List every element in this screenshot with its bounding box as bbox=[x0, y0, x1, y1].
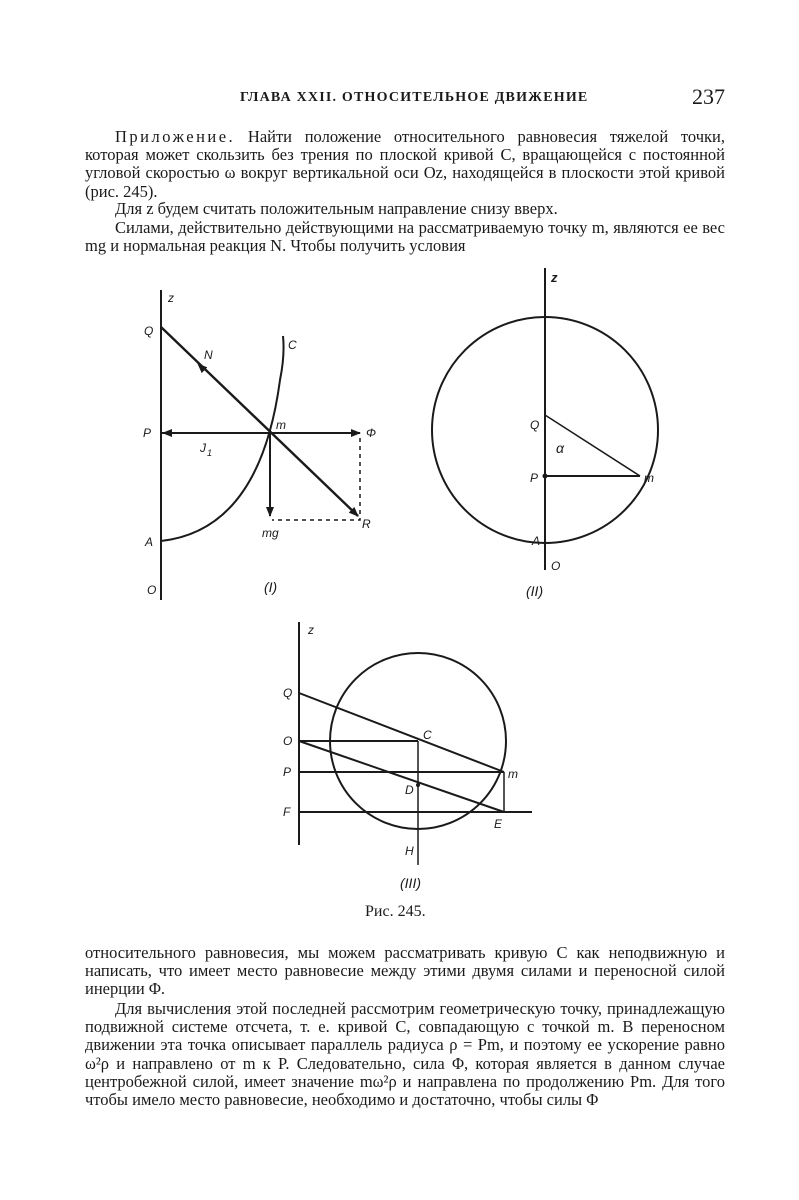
fig1-label-q: Q bbox=[144, 324, 154, 338]
fig1-label-n: N bbox=[204, 348, 213, 362]
fig2-label-z: z bbox=[551, 270, 558, 285]
fig3-point-d bbox=[416, 783, 420, 787]
fig3-label-e: E bbox=[494, 817, 503, 831]
fig1-line-qr bbox=[161, 327, 358, 516]
fig1-label-a: A bbox=[145, 535, 154, 549]
paragraph-text: Для z будем считать положительным направление снизу вверх. bbox=[115, 199, 558, 218]
fig2-label-q: Q bbox=[530, 418, 540, 432]
paragraph-equilibrium bbox=[85, 944, 725, 999]
paragraph-text: Для вычисления этой последней рассмотрим геометрическую точку, принадлежащую подвижной системе отсчета, т. е. кривой C, совпадающую с точкой m. В переносном движении эта точка описывает параллель радиуса ρ = Pm, и поэтому ее ускорение равно ω²ρ и направлено от m к P. Следовательно, сила Φ, которая является в данном случае центробежной силой, имеет значение mω²ρ и направлена по продолжению Pm. Для того чтобы имело место равновесие, необходимо и достаточно, чтобы силы Φ bbox=[85, 999, 725, 1110]
fig3-label-z: z bbox=[308, 623, 314, 637]
fig1-label-j-sub: 1 bbox=[207, 448, 213, 458]
fig1-label-m: m bbox=[276, 418, 286, 432]
fig3-caption: (III) bbox=[400, 875, 421, 891]
paragraph-text: Силами, действительно действующими на рассматриваемую точку m, являются ее вес mg и нормальная реакция N. Чтобы получить условия bbox=[85, 218, 725, 256]
fig3-label-o: O bbox=[283, 734, 293, 748]
fig1-label-j: J bbox=[200, 441, 206, 455]
fig3-label-p: P bbox=[283, 765, 292, 779]
fig3-line-oe bbox=[299, 741, 504, 812]
fig2-label-m: m bbox=[644, 471, 654, 485]
fig1-label-phi: Φ bbox=[366, 426, 377, 440]
fig3-label-q: Q bbox=[283, 686, 293, 700]
fig3-label-c: C bbox=[423, 728, 432, 742]
fig3-label-m: m bbox=[508, 767, 518, 781]
paragraph-calculation bbox=[85, 1000, 725, 1109]
figure-caption: Рис. 245. bbox=[365, 903, 426, 920]
fig2-caption: (II) bbox=[526, 583, 544, 599]
fig3-label-h: H bbox=[405, 844, 414, 858]
fig2-label-a: A bbox=[532, 534, 541, 548]
fig1-label-mg: mg bbox=[262, 526, 279, 540]
fig1-label-r: R bbox=[362, 517, 371, 531]
fig2-label-alpha: α bbox=[556, 440, 564, 456]
fig2-point-p bbox=[543, 474, 548, 479]
paragraph-lead: Приложение. bbox=[115, 127, 236, 146]
fig1-caption: (I) bbox=[264, 579, 278, 595]
fig1-label-o: O bbox=[147, 583, 157, 597]
paragraph-text: Найти положение относительного равновесия тяжелой точки, которая может скользить без трения по плоской кривой C, вращающейся с постоянной угловой скоростью ω вокруг вертикальной оси Oz, находящейся в плоскости этой кривой (рис. 245). bbox=[85, 127, 725, 201]
fig1-label-p: P bbox=[143, 426, 152, 440]
fig3-label-f: F bbox=[283, 805, 291, 819]
page-number: 237 bbox=[692, 84, 725, 109]
fig2-label-o: O bbox=[551, 559, 561, 573]
chapter-title: ГЛАВА XXII. ОТНОСИТЕЛЬНОЕ ДВИЖЕНИЕ bbox=[240, 90, 589, 105]
fig1-label-c: C bbox=[288, 338, 297, 352]
fig3-label-d: D bbox=[405, 783, 414, 797]
fig1-parallelogram bbox=[272, 438, 360, 520]
fig1-curve-c bbox=[161, 336, 284, 541]
paragraph-text: относительного равновесия, мы можем рассматривать кривую C как неподвижную и написать, что имеет место равновесие между этими двумя силами и переносной силой инерции Φ. bbox=[85, 943, 725, 999]
fig1-label-z: z bbox=[168, 291, 174, 305]
fig2-label-p: P bbox=[530, 471, 539, 485]
